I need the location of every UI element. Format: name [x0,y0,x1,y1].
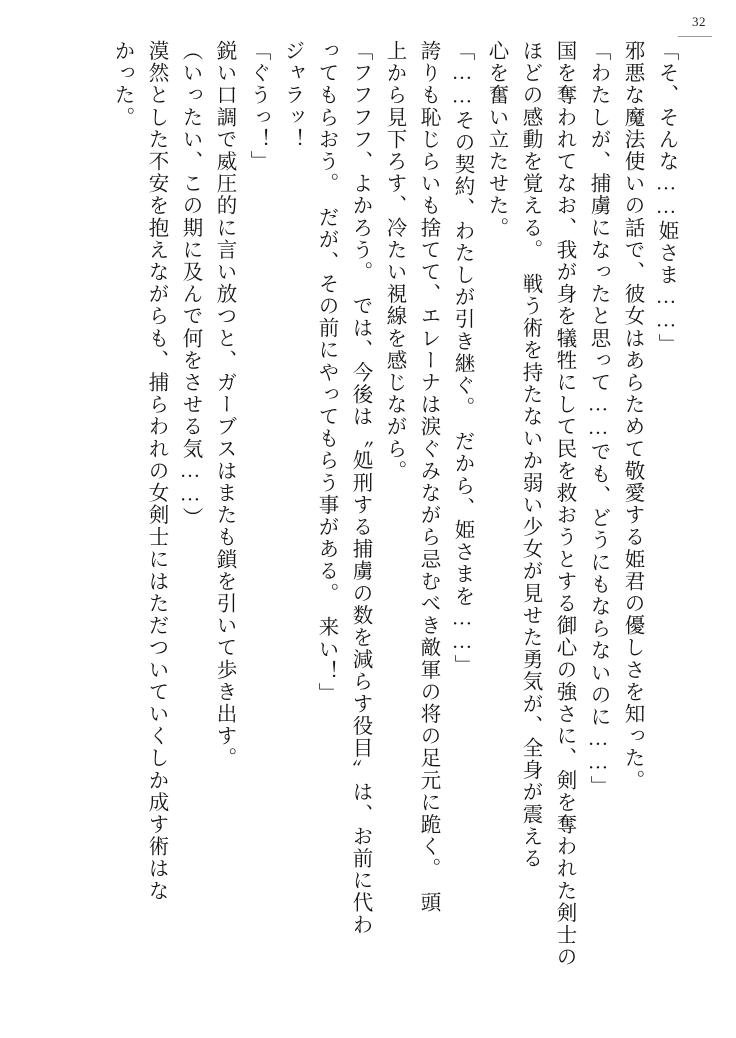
text-line: 鋭い口調で威圧的に言い放つと、ガーブスはまたも鎖を引いて歩き出す。 [213,40,235,770]
text-line: 心を奮い立たせた。 [485,40,507,239]
text-line: 漠然とした不安を抱えながらも、捕らわれの女剣士にはただついていくしか成す術はな [145,40,167,902]
page-number-rule [678,36,712,37]
text-line: 邪悪な魔法使いの話で、彼女はあらためて敬愛する姫君の優しさを知った。 [621,40,643,792]
text-line: ほどの感動を覚える。 戦う術を持たないか弱い少女が見せた勇気が、全身が震える [519,40,541,870]
vertical-text-body [40,40,676,1008]
text-line: 「わたしが、捕虜になったと思って……でも、どうにもならないのに……」 [587,40,609,798]
text-line: ジャラッ！ [281,40,303,151]
text-line: （いったい、この期に及んで何をさせる気……） [179,40,201,530]
text-line: かった。 [111,40,133,129]
text-line: 「フフフフ、よかろう。 では、今後は〝処刑する捕虜の数を減らす役目〟は、お前に代わ [349,40,371,936]
page-number: 32 [692,14,706,29]
text-line: 誇りも恥じらいも捨てて、エレーナは涙ぐみながら忌むべき敵軍の将の足元に跪く。 頭 [417,40,439,914]
text-line: ってもらおう。 だが、その前にやってもらう事がある。 来い！」 [315,40,337,705]
text-line: 「そ、そんな……姫さま……」 [655,40,677,356]
text-line: 国を奪われてなお、我が身を犠牲にして民を救おうとする御心の強さに、剣を奪われた剣士の [553,40,575,969]
text-line: 上から見下ろす、冷たい視線を感じながら。 [383,40,405,482]
text-line: 「ぐうっ！」 [247,40,269,173]
text-line: 「……その契約、わたしが引き継ぐ。 だから、姫さまを……」 [451,40,473,677]
